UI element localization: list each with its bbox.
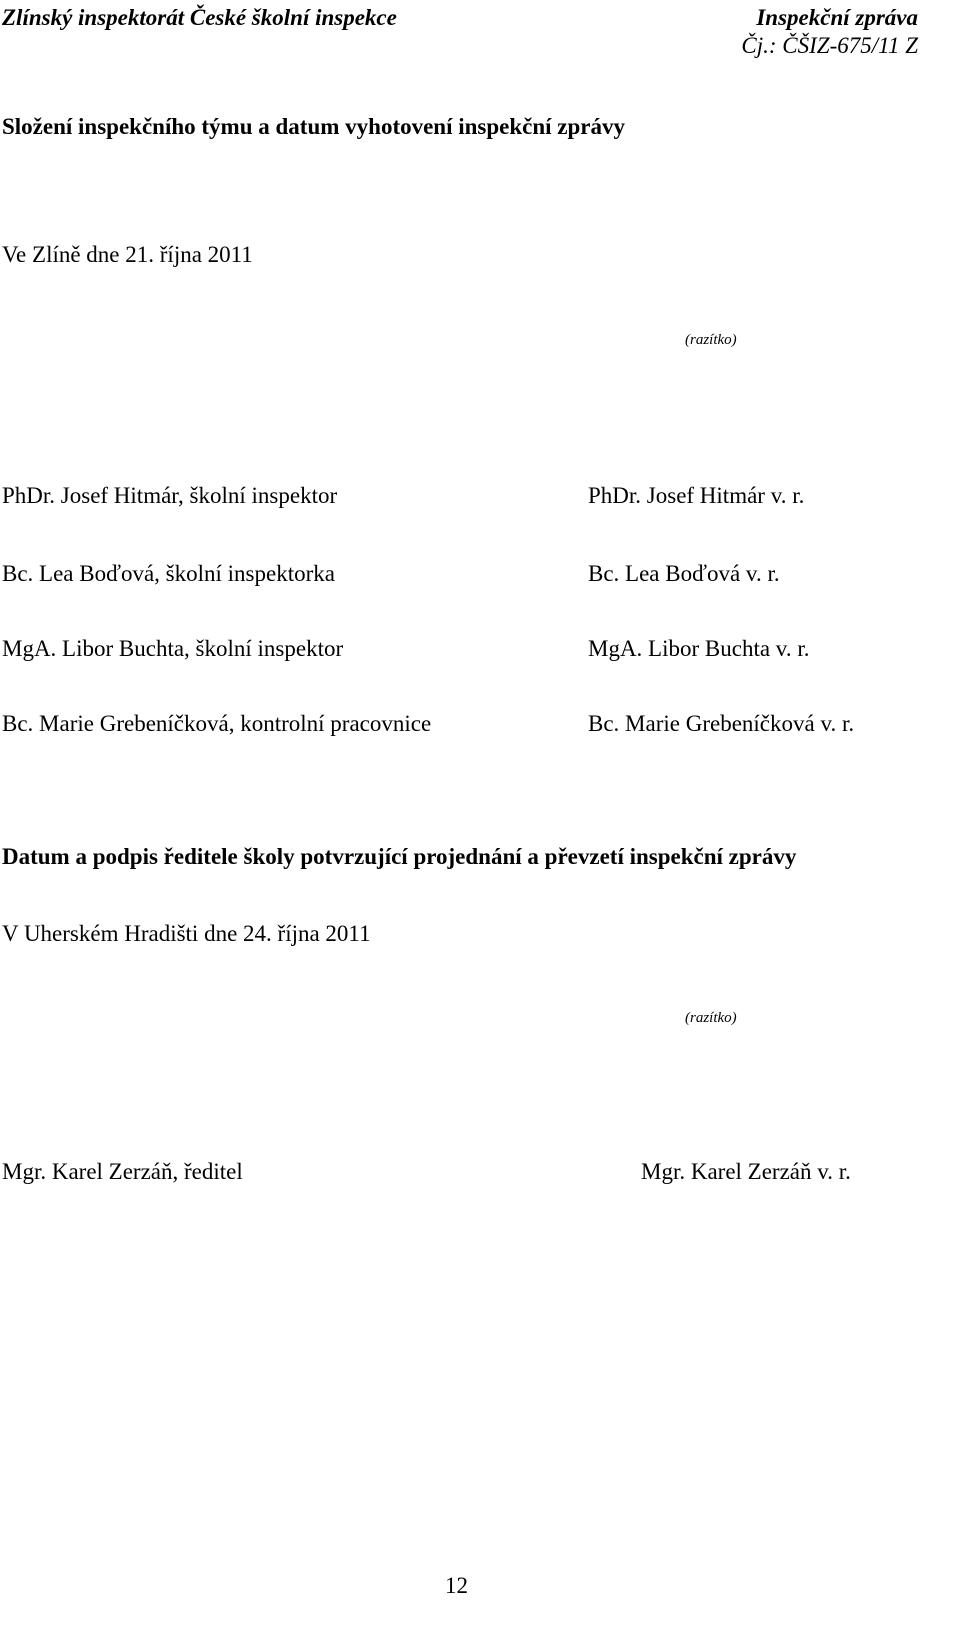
member-signature: MgA. Libor Buchta v. r. [588, 636, 810, 661]
director-section-heading: Datum a podpis ředitele školy potvrzující projednání a převzetí inspekční zprávy [2, 844, 797, 869]
member-name-role: Bc. Marie Grebeníčková, kontrolní pracovnice [2, 711, 432, 736]
team-section-heading: Složení inspekčního týmu a datum vyhotovení inspekční zprávy [2, 114, 626, 139]
member-name-role: PhDr. Josef Hitmár, školní inspektor [2, 483, 338, 508]
team-place-date: Ve Zlíně dne 21. října 2011 [2, 242, 253, 267]
member-name-role: MgA. Libor Buchta, školní inspektor [2, 636, 344, 661]
header-inspectorate: Zlínský inspektorát České školní inspekce [2, 5, 397, 30]
team-stamp-placeholder: (razítko) [685, 332, 737, 348]
director-place-date: V Uherském Hradišti dne 24. října 2011 [2, 921, 371, 946]
director-stamp-placeholder: (razítko) [685, 1010, 737, 1026]
member-signature: Bc. Marie Grebeníčková v. r. [588, 711, 855, 736]
header-reference-number: Čj.: ČŠIZ-675/11 Z [741, 33, 918, 58]
member-signature: Bc. Lea Boďová v. r. [588, 561, 780, 586]
header-report-title: Inspekční zpráva [756, 5, 918, 30]
director-name-role: Mgr. Karel Zerzáň, ředitel [2, 1159, 243, 1184]
member-signature: PhDr. Josef Hitmár v. r. [588, 483, 805, 508]
director-signature: Mgr. Karel Zerzáň v. r. [641, 1159, 851, 1184]
page-number: 12 [445, 1573, 468, 1598]
member-name-role: Bc. Lea Boďová, školní inspektorka [2, 561, 335, 586]
